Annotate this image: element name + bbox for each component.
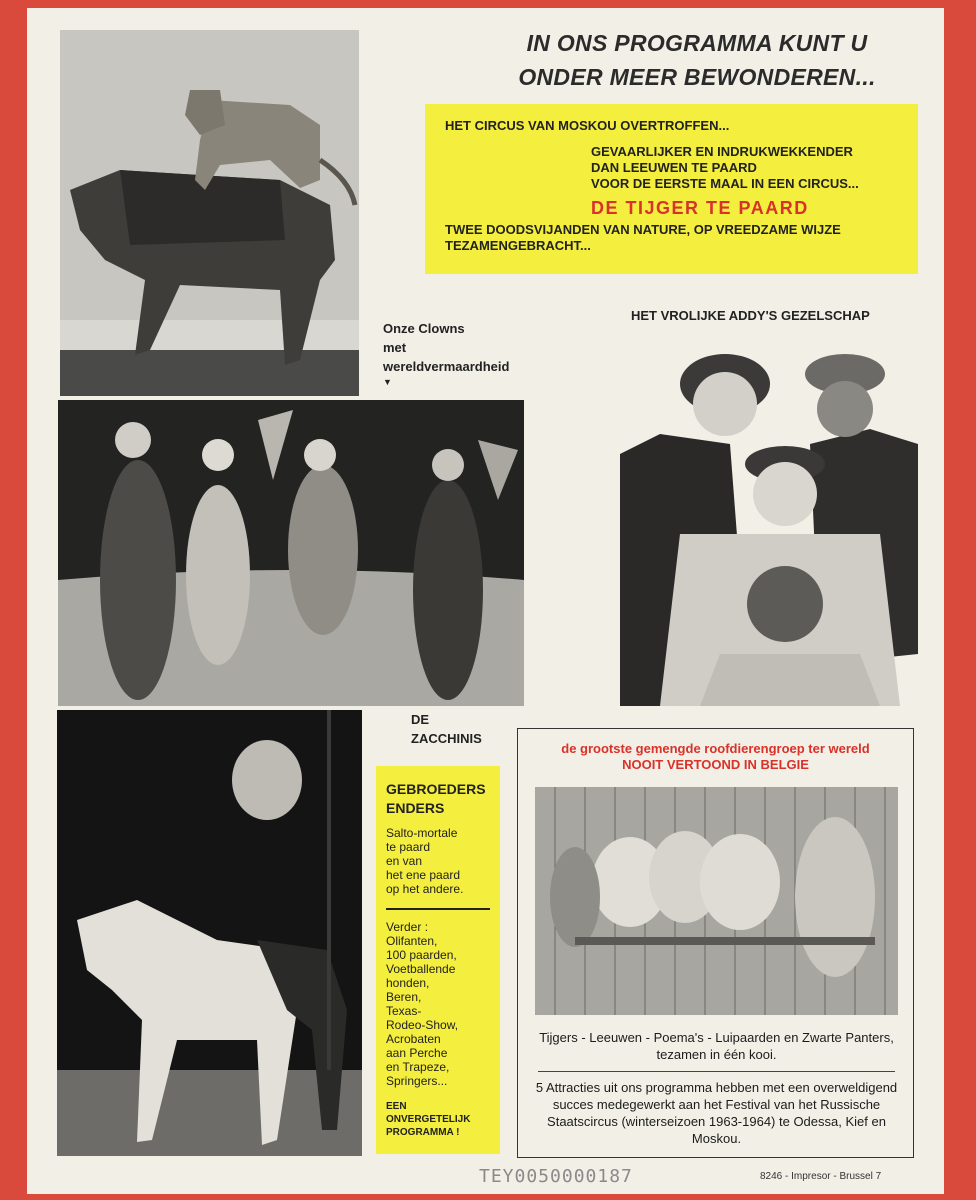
announcement-line-3: DAN LEEUWEN TE PAARD bbox=[591, 160, 757, 175]
predators-heading-2: NOOIT VERTOOND IN BELGIE bbox=[622, 757, 809, 772]
enders-more-line: Acrobaten bbox=[386, 1032, 441, 1046]
enders-more-line: Olifanten, bbox=[386, 934, 438, 948]
predators-box bbox=[517, 728, 914, 1158]
enders-title-2: ENDERS bbox=[386, 800, 445, 816]
announcement-line-4: VOOR DE EERSTE MAAL IN EEN CIRCUS... bbox=[591, 176, 859, 191]
enders-more-line: en Trapeze, bbox=[386, 1060, 450, 1074]
enders-more-line: Verder : bbox=[386, 920, 429, 934]
announcement-highlight: DE TIJGER TE PAARD bbox=[591, 198, 809, 218]
enders-closing-line-3: PROGRAMMA ! bbox=[386, 1127, 460, 1138]
enders-closing bbox=[386, 1100, 490, 1139]
predators-heading-1: de grootste gemengde roofdierengroep ter wereld bbox=[561, 741, 870, 756]
clowns-band-photo bbox=[58, 400, 524, 706]
announcement-line-6: TEZAMENGEBRACHT... bbox=[445, 238, 591, 253]
announcement-line-1: HET CIRCUS VAN MOSKOU OVERTROFFEN... bbox=[445, 118, 730, 133]
enders-more-line: aan Perche bbox=[386, 1046, 448, 1060]
tiger-horse-announcement-box bbox=[425, 104, 918, 274]
enders-more-line: 100 paarden, bbox=[386, 948, 457, 962]
enders-more-line: Voetballende bbox=[386, 962, 456, 976]
enders-more-line: Texas- bbox=[386, 1004, 422, 1018]
predators-cage-photo bbox=[535, 787, 898, 1015]
enders-more-list bbox=[386, 920, 490, 1088]
predators-festival-text: 5 Attracties uit ons programma hebben met een overweldigend succes medegewerkt aan het Festival van het Russische Staatscircus (winterseizoen 1963-1964) te Odessa, Kief en Moskou. bbox=[535, 1080, 898, 1146]
clowns-caption-line-3: wereldvermaardheid bbox=[383, 359, 510, 374]
clowns-caption bbox=[383, 319, 509, 388]
enders-title-1: GEBROEDERS bbox=[386, 781, 486, 797]
addys-troupe-photo bbox=[620, 334, 918, 706]
zacchinis-caption-line-1: DE bbox=[411, 712, 430, 727]
clowns-caption-line-1: Onze Clowns bbox=[383, 321, 465, 336]
zacchinis-caption-line-2: ZACCHINIS bbox=[411, 731, 482, 746]
enders-brothers-box bbox=[376, 766, 500, 1154]
enders-desc-line: het ene paard bbox=[386, 868, 461, 882]
clowns-caption-line-2: met bbox=[383, 340, 407, 355]
enders-more-line: honden, bbox=[386, 976, 430, 990]
predators-species-text: Tijgers - Leeuwen - Poema's - Luipaarden en Zwarte Panters, tezamen in één kooi. bbox=[539, 1030, 894, 1062]
enders-more-line: Springers... bbox=[386, 1074, 448, 1088]
headline bbox=[477, 26, 917, 94]
divider bbox=[386, 908, 490, 910]
addy-caption: HET VROLIJKE ADDY'S GEZELSCHAP bbox=[631, 308, 870, 323]
zacchinis-caption bbox=[411, 710, 482, 748]
tiger-on-horse-photo bbox=[60, 30, 359, 396]
announcement-line-5: TWEE DOODSVIJANDEN VAN NATURE, OP VREEDZAME WIJZE bbox=[445, 222, 841, 237]
headline-line-1: IN ONS PROGRAMMA KUNT U bbox=[526, 30, 868, 56]
down-arrow-icon: ▼ bbox=[383, 377, 392, 387]
printer-credit: 8246 - Impresor - Brussel 7 bbox=[760, 1171, 882, 1182]
enders-desc-line: Salto-mortale bbox=[386, 826, 458, 840]
poster-sheet bbox=[27, 8, 944, 1194]
divider bbox=[538, 1071, 895, 1072]
enders-desc-line: te paard bbox=[386, 840, 431, 854]
enders-closing-line-2: ONVERGETELIJK bbox=[386, 1114, 471, 1125]
announcement-line-2: GEVAARLIJKER EN INDRUKWEKKENDER bbox=[591, 144, 853, 159]
enders-description bbox=[386, 826, 490, 896]
headline-line-2: ONDER MEER BEWONDEREN... bbox=[518, 64, 876, 90]
enders-more-line: Beren, bbox=[386, 990, 422, 1004]
enders-closing-line-1: EEN bbox=[386, 1101, 407, 1112]
enders-more-line: Rodeo-Show, bbox=[386, 1018, 459, 1032]
enders-desc-line: op het andere. bbox=[386, 882, 464, 896]
white-horse-photo bbox=[57, 710, 362, 1156]
enders-desc-line: en van bbox=[386, 854, 423, 868]
archive-stamp: TEY0050000187 bbox=[479, 1166, 633, 1187]
